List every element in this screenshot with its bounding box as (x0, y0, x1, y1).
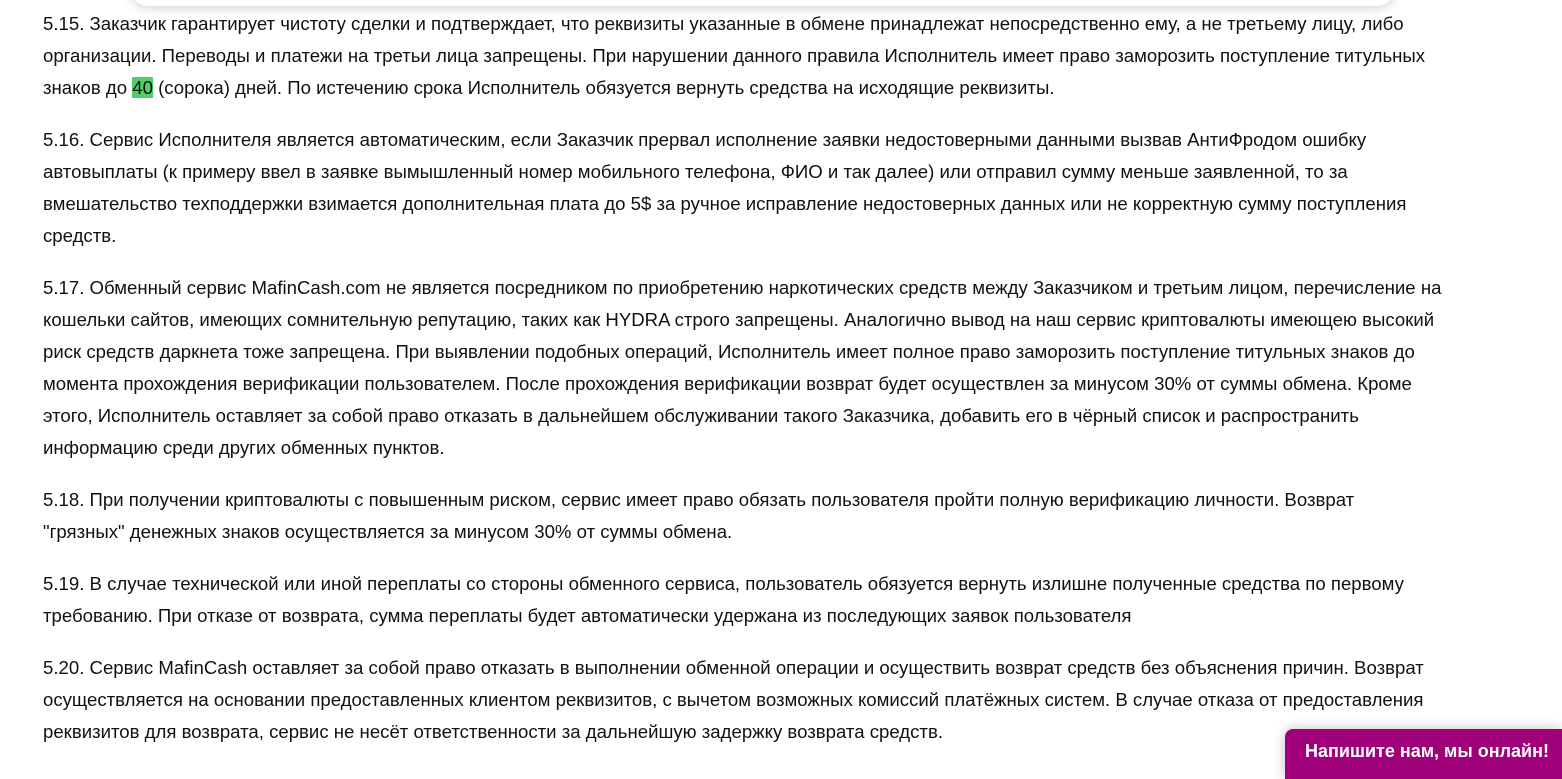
clause-line: осуществляется на основании предоставленных клиентом реквизитов, с вычетом возможных комиссий платёжных систем. В случае отказа от предоставления (43, 689, 1424, 710)
clause-5-15 (43, 8, 1441, 104)
clause-line: вмешательство техподдержки взимается дополнительная плата до 5$ за ручное исправление недостоверных данных или не корректную сумму поступления (43, 193, 1407, 214)
terms-content (43, 8, 1441, 768)
clause-5-19 (43, 568, 1441, 632)
clause-text: (сорока) дней. По истечению срока Исполнитель обязуется вернуть средства на исходящие реквизиты. (152, 77, 1055, 98)
clause-line: 5.15. Заказчик гарантирует чистоту сделки и подтверждает, что реквизиты указанные в обмене принадлежат непосредственно ему, а не третьему лицу, либо (43, 13, 1404, 34)
clause-5-16 (43, 124, 1441, 252)
clause-line: организации. Переводы и платежи на третьи лица запрещены. При нарушении данного правила Исполнитель имеет право заморозить поступление титульных (43, 45, 1426, 66)
clause-line: 5.18. При получении криптовалюты с повышенным риском, сервис имеет право обязать пользователя пройти полную верификацию личности. Возврат (43, 489, 1355, 510)
header-card-edge (130, 0, 1395, 6)
clause-line: 5.19. В случае технической или иной переплаты со стороны обменного сервиса, пользователь обязуется вернуть излишне полученные средства по первому (43, 573, 1404, 594)
clause-line: кошельки сайтов, имеющих сомнительную репутацию, таких как HYDRA строго запрещены. Аналогично вывод на наш сервис криптовалюты имеющею высокий (43, 309, 1435, 330)
clause-line: этого, Исполнитель оставляет за собой право отказать в дальнейшем обслуживании такого Заказчика, добавить его в чёрный список и распространить (43, 405, 1359, 426)
clause-line: информацию среди других обменных пунктов. (43, 437, 445, 458)
clause-line: средств. (43, 225, 117, 246)
clause-5-18 (43, 484, 1441, 548)
clause-line: риск средств даркнета тоже запрещена. При выявлении подобных операций, Исполнитель имеет полное право заморозить поступление титульных знаков до (43, 341, 1415, 362)
clause-line: автовыплаты (к примеру ввел в заявке вымышленный номер мобильного телефона, ФИО и так далее) или отправил сумму меньше заявленной, то за (43, 161, 1348, 182)
live-chat-button[interactable] (1285, 729, 1562, 779)
clause-line: 5.16. Сервис Исполнителя является автоматическим, если Заказчик прервал исполнение заявки недостоверными данными вызвав АнтиФродом ошибку (43, 129, 1367, 150)
clause-line: "грязных" денежных знаков осуществляется за минусом 30% от суммы обмена. (43, 521, 733, 542)
clause-text: знаков до (43, 77, 133, 98)
clause-line (43, 72, 1441, 104)
clause-5-20 (43, 652, 1441, 748)
clause-line: момента прохождения верификации пользователем. После прохождения верификации возврат будет осуществлен за минусом 30% от суммы обмена. Кроме (43, 373, 1412, 394)
clause-line: реквизитов для возврата, сервис не несёт ответственности за дальнейшую задержку возврата средств. (43, 721, 943, 742)
clause-line: требованию. При отказе от возврата, сумма переплаты будет автоматически удержана из последующих заявок пользователя (43, 605, 1132, 626)
search-highlight: 40 (132, 77, 153, 98)
live-chat-label: Напишите нам, мы онлайн! (1305, 741, 1549, 761)
clause-line: 5.20. Сервис MafinCash оставляет за собой право отказать в выполнении обменной операции и осуществить возврат средств без объяснения причин. Возврат (43, 657, 1424, 678)
clause-5-17 (43, 272, 1441, 464)
clause-line: 5.17. Обменный сервис MafinCash.com не является посредником по приобретению наркотических средств между Заказчиком и третьим лицом, перечисление на (43, 277, 1442, 298)
